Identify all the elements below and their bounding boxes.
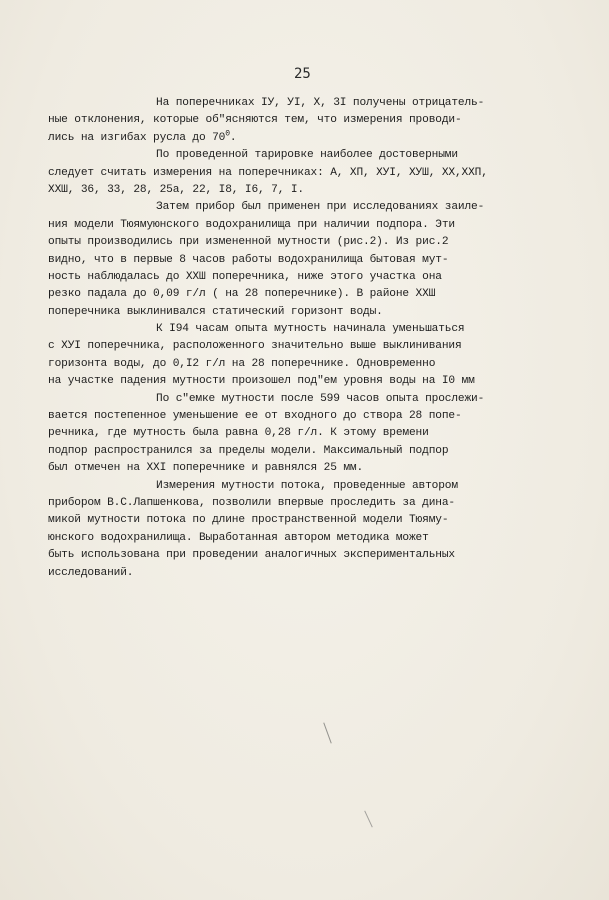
text-line: поперечника выклинивался статический горизонт воды. [48, 305, 383, 318]
text-line [48, 130, 608, 147]
text-line: исследований. [48, 566, 134, 579]
text-line: Затем прибор был применен при исследованиях заиле- [156, 201, 485, 214]
text-line: микой мутности потока по длине пространственной модели Тюяму- [48, 514, 449, 527]
text-line: горизонта воды, до 0,I2 г/л на 28 поперечнике. Одновременно [48, 357, 436, 370]
text-line: речника, где мутность была равна 0,28 г/л. К этому времени [48, 427, 429, 440]
text-line: ния модели Тюямуюнского водохранилища при наличии подпора. Эти [48, 218, 455, 231]
paragraph-5 [48, 391, 608, 478]
text-line: быть использована при проведении аналогичных экспериментальных [48, 549, 455, 562]
text-line: ХХШ, 36, 33, 28, 25а, 22, I8, I6, 7, I. [48, 183, 304, 196]
text-line: с ХУI поперечника, расположенного значительно выше выклинивания [48, 340, 462, 353]
text-line: на участке падения мутности произошел под"ем уровня воды на I0 мм [48, 375, 475, 388]
text-line: видно, что в первые 8 часов работы водохранилища бытовая мут- [48, 253, 449, 266]
text-line: ность наблюдалась до ХХШ поперечника, ниже этого участка она [48, 270, 442, 283]
degree-superscript: 0 [225, 129, 230, 139]
text-line: опыты производились при измененной мутности (рис.2). Из рис.2 [48, 236, 449, 249]
paragraph-1 [48, 95, 608, 147]
text-line: К I94 часам опыта мутность начинала уменьшаться [156, 323, 465, 336]
paragraph-2 [48, 147, 608, 199]
text-line: подпор распространился за пределы модели. Максимальный подпор [48, 444, 449, 457]
page-number: 25 [294, 66, 311, 82]
text-line: На поперечниках IУ, УI, X, 3I получены отрицатель- [156, 97, 485, 109]
text-line: следует считать измерения на поперечниках: А, ХП, ХУI, ХУШ, ХХ,ХХП, [48, 166, 488, 179]
paragraph-4 [48, 321, 608, 391]
text-line-tail: . [229, 131, 237, 144]
text-line: был отмечен на ХХI поперечнике и равнялся 25 мм. [48, 462, 364, 475]
text-line: юнского водохранилища. Выработанная автором методика может [48, 531, 429, 544]
text-line: ные отклонения, которые об"ясняются тем, что измерения проводи- [48, 114, 462, 127]
paragraph-3 [48, 199, 608, 321]
body-text [48, 95, 608, 582]
text-line-content: лись на изгибах русла до 70 [48, 131, 226, 144]
text-line: вается постепенное уменьшение ее от входного до створа 28 попе- [48, 410, 462, 423]
text-line: По проведенной тарировке наиболее достоверными [156, 149, 458, 162]
paragraph-6 [48, 478, 608, 582]
text-line: резко падала до 0,09 г/л ( на 28 поперечнике). В районе ХХШ [48, 288, 436, 301]
text-line: Измерения мутности потока, проведенные автором [156, 479, 458, 492]
text-line: По с"емке мутности после 599 часов опыта прослежи- [156, 392, 485, 405]
text-line: прибором В.С.Лапшенкова, позволили впервые проследить за дина- [48, 496, 455, 509]
scan-mark [364, 811, 373, 828]
scan-mark [323, 722, 331, 743]
